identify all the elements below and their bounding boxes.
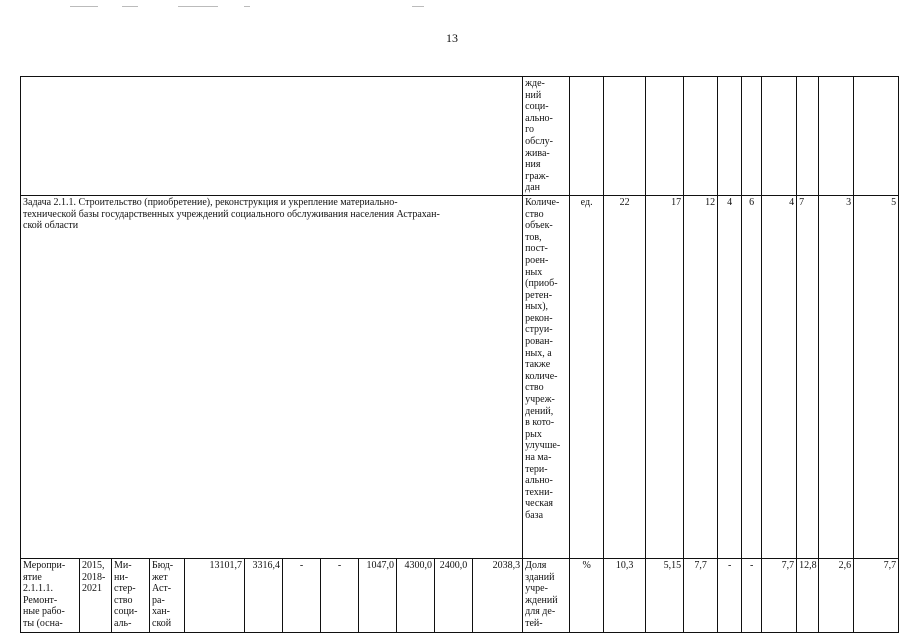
value-cell: [819, 77, 854, 196]
page-number: 13: [446, 31, 458, 45]
amount-cell: 2400,0: [435, 558, 473, 632]
program-table: [20, 76, 899, 633]
table-row-continuation: [21, 77, 899, 196]
amount-cell: 4300,0: [397, 558, 435, 632]
value-cell: 4: [718, 195, 742, 558]
value-cell: 10,3: [604, 558, 646, 632]
task-description: Задача 2.1.1. Строительство (приобретение), реконструкция и укрепление материально- технической базы государственных учреждений социального обслуживания населения Астрахан- ской области: [21, 195, 523, 558]
empty-cell: [21, 77, 523, 196]
indicator-cell: Доля зданий учре- ждений для де- тей-: [523, 558, 570, 632]
table-row-measure: [21, 558, 899, 632]
value-cell: 5: [854, 195, 899, 558]
measure-years: 2015, 2018- 2021: [80, 558, 112, 632]
value-cell: 7,7: [762, 558, 797, 632]
value-cell: 2,6: [819, 558, 854, 632]
value-cell: 12,8: [797, 558, 819, 632]
value-cell: 22: [604, 195, 646, 558]
amount-cell: 2038,3: [473, 558, 523, 632]
value-cell: 7,7: [854, 558, 899, 632]
value-cell: [684, 77, 718, 196]
unit-cell: ед.: [570, 195, 604, 558]
value-cell: 17: [646, 195, 684, 558]
measure-executor: Ми- ни- стер- ство соци- аль-: [112, 558, 150, 632]
value-cell: -: [718, 558, 742, 632]
value-cell: 4: [762, 195, 797, 558]
table-row-task: [21, 195, 899, 558]
amount-cell: 1047,0: [359, 558, 397, 632]
value-cell: 7,7: [684, 558, 718, 632]
indicator-cell: жде- ний соци- ально- го обслу- жива- ния граж- дан: [523, 77, 570, 196]
value-cell: [797, 77, 819, 196]
value-cell: 12: [684, 195, 718, 558]
value-cell: [762, 77, 797, 196]
value-cell: [646, 77, 684, 196]
value-cell: [854, 77, 899, 196]
value-cell: 6: [742, 195, 762, 558]
value-cell: -: [742, 558, 762, 632]
measure-source: Бюд- жет Аст- ра- хан- ской: [150, 558, 185, 632]
unit-cell: %: [570, 558, 604, 632]
value-cell: [718, 77, 742, 196]
unit-cell: [570, 77, 604, 196]
indicator-cell: Количе- ство объек- тов, пост- роен- ных (приоб- ретен- ных), рекон- струи- рован- ных, а также количе- ство учреж- дений, в кото- рых улучше- на ма- тери- ально- техни- ческая база: [523, 195, 570, 558]
amount-cell: -: [321, 558, 359, 632]
value-cell: 5,15: [646, 558, 684, 632]
measure-name: Меропри- ятие 2.1.1.1. Ремонт- ные рабо- ты (осна-: [21, 558, 80, 632]
scan-artifact-marks: [60, 4, 490, 10]
value-cell: 7: [797, 195, 819, 558]
amount-cell: 13101,7: [185, 558, 245, 632]
value-cell: [604, 77, 646, 196]
amount-cell: 3316,4: [245, 558, 283, 632]
value-cell: 3: [819, 195, 854, 558]
amount-cell: -: [283, 558, 321, 632]
value-cell: [742, 77, 762, 196]
